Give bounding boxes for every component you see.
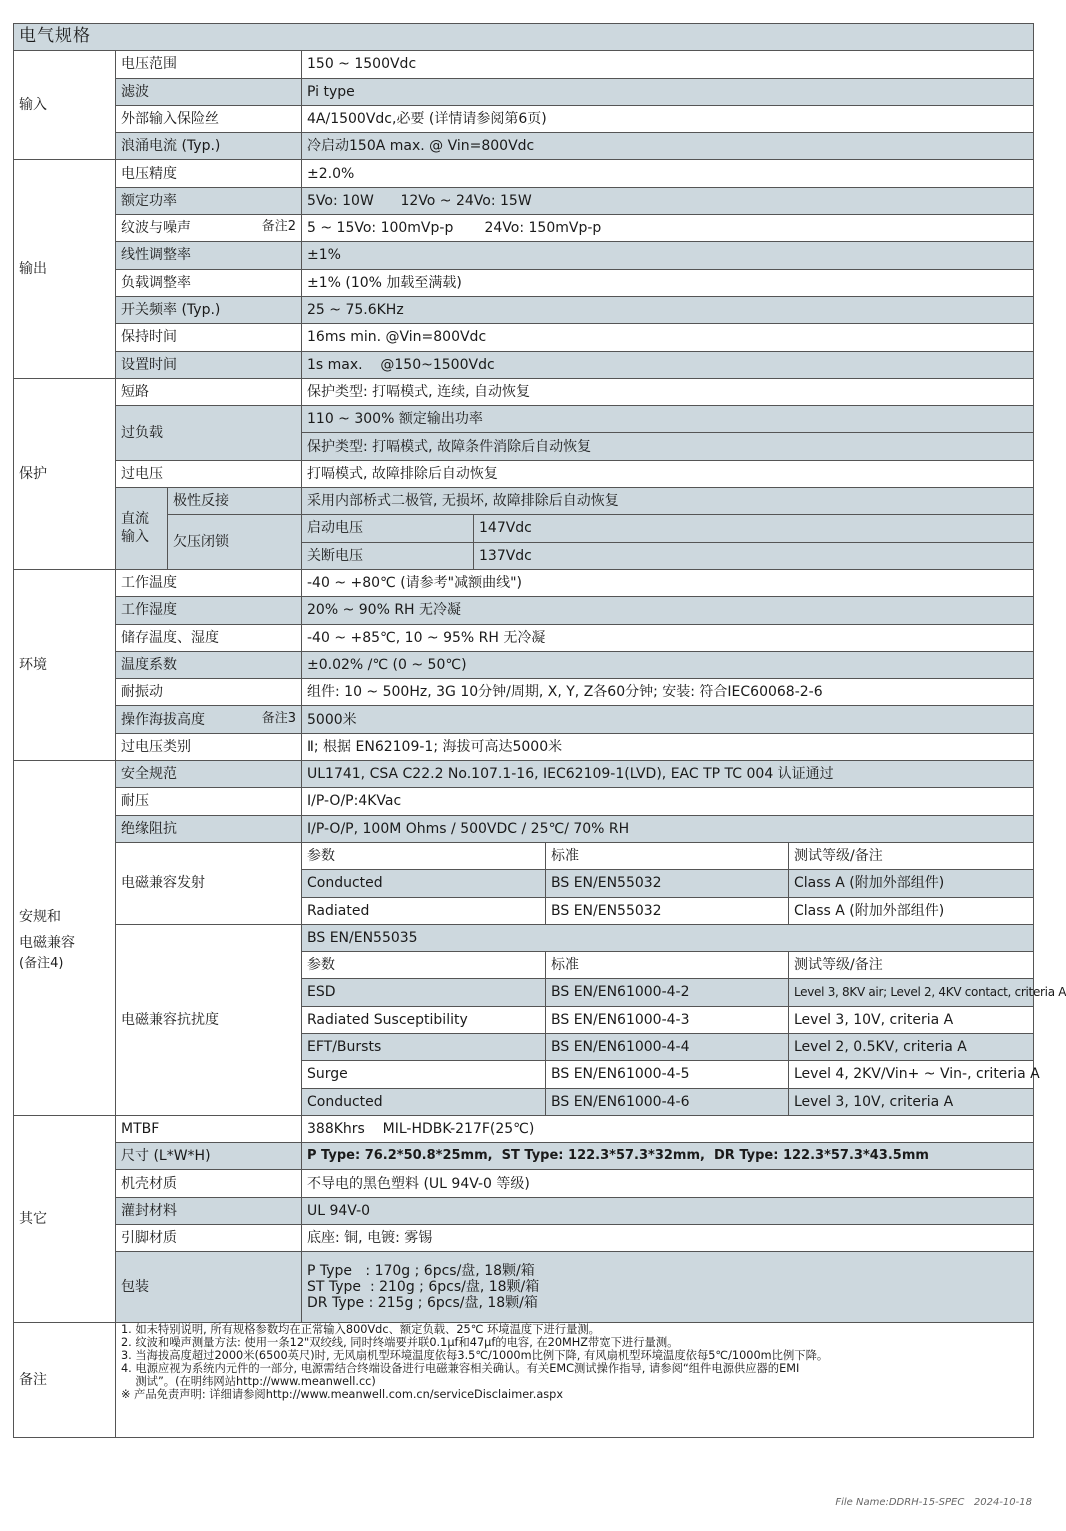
ems-row-param: ESD [302,979,546,1006]
ems-header-level: 测试等级/备注 [789,952,1034,979]
note-line-1: 1. 如未特别说明, 所有规格参数均在正常输入800Vdc、额定负载、25℃ 环境温度下进行量测。 [121,1323,600,1337]
value-packing [302,1252,1034,1323]
value-reverse-polarity: 采用内部桥式二极管, 无损坏, 故障排除后自动恢复 [302,488,1034,515]
category-safety-emc-note: (备注4) [19,955,64,971]
label-overvoltage-category: 过电压类别 [116,733,302,760]
spec-sheet [13,23,1066,1438]
ems-row-level: Level 3, 10V, criteria A [789,1006,1034,1033]
value-switching-freq: 25 ~ 75.6KHz [302,296,1034,323]
label-safety-standards: 安全规范 [116,761,302,788]
altitude-label-text: 操作海拔高度 [121,711,205,728]
label-emc-immunity: 电磁兼容抗扰度 [116,924,302,1115]
value-filter: Pi type [302,78,1034,105]
value-safety-standards: UL1741, CSA C22.2 No.107.1-16, IEC62109-1(LVD), EAC TP TC 004 认证通过 [302,761,1034,788]
emi-header-level: 测试等级/备注 [789,842,1034,869]
value-temp-coefficient: ±0.02% /℃ (0 ~ 50℃) [302,651,1034,678]
ems-row-param: EFT/Bursts [302,1033,546,1060]
emi-row-param: Conducted [302,870,546,897]
note-line-4: 4. 电源应视为系统内元件的一部分, 电源需结合终端设备进行电磁兼容相关确认。有关EMC测试操作指导, 请参阅“组件电源供应器的EMI [121,1362,800,1376]
category-environment: 环境 [14,569,116,760]
label-fuse: 外部输入保险丝 [116,105,302,132]
label-mtbf: MTBF [116,1115,302,1142]
ems-header-standard: 标准 [546,952,789,979]
value-fuse: 4A/1500Vdc,必要 (详情请参阅第6页) [302,105,1034,132]
ems-row-level: Level 2, 0.5KV, criteria A [789,1033,1034,1060]
value-overload-range: 110 ~ 300% 额定输出功率 [302,406,1034,433]
emi-row-level: Class A (附加外部组件) [789,897,1034,924]
emi-header-standard: 标准 [546,842,789,869]
note-disclaimer: ※ 产品免责声明: 详细请参阅http://www.meanwell.com.cn/serviceDisclaimer.aspx [121,1388,564,1402]
label-startup-voltage: 启动电压 [302,515,474,542]
ripple-label-text: 纹波与噪声 [121,220,191,237]
label-shutdown-voltage: 关断电压 [302,542,474,569]
value-inrush: 冷启动150A max. @ Vin=800Vdc [302,133,1034,160]
label-working-temp: 工作温度 [116,569,302,596]
label-setup-time: 设置时间 [116,351,302,378]
label-potting-material: 灌封材料 [116,1197,302,1224]
value-ripple-noise: 5 ~ 15Vo: 100mVp-p 24Vo: 150mVp-p [302,215,1034,242]
packing-line: ST Type : 210g ; 6pcs/盘, 18颗/箱 [307,1279,540,1296]
ripple-note-ref: 备注2 [261,219,296,235]
value-storage-temp: -40 ~ +85℃, 10 ~ 95% RH 无冷凝 [302,624,1034,651]
value-case-material: 不导电的黑色塑料 (UL 94V-0 等级) [302,1170,1034,1197]
emi-row-param: Radiated [302,897,546,924]
label-storage-temp: 储存温度、湿度 [116,624,302,651]
value-short-circuit: 保护类型: 打嗝模式, 连续, 自动恢复 [302,378,1034,405]
file-footer: File Name:DDRH-15-SPEC 2024-10-18 [835,1497,1032,1508]
category-notes: 备注 [14,1323,116,1438]
label-uvlo: 欠压闭锁 [168,515,302,570]
value-overload-mode: 保护类型: 打嗝模式, 故障条件消除后自动恢复 [302,433,1034,460]
emi-row-standard: BS EN/EN55032 [546,897,789,924]
value-startup-voltage: 147Vdc [474,515,1034,542]
label-inrush: 浪涌电流 (Typ.) [116,133,302,160]
label-temp-coefficient: 温度系数 [116,651,302,678]
category-safety-emc-line1: 安规和 [19,908,61,925]
category-input: 输入 [14,51,116,160]
label-altitude [116,706,302,733]
label-switching-freq: 开关频率 (Typ.) [116,296,302,323]
value-potting-material: UL 94V-0 [302,1197,1034,1224]
value-altitude: 5000米 [302,706,1034,733]
ems-standard: BS EN/EN55035 [302,924,1034,951]
value-pin-material: 底座: 铜, 电镀: 雾锡 [302,1225,1034,1252]
category-safety-emc [14,761,116,1116]
ems-row-level: Level 3, 10V, criteria A [789,1088,1034,1115]
value-shutdown-voltage: 137Vdc [474,542,1034,569]
label-emc-emission: 电磁兼容发射 [116,842,302,924]
label-rated-power: 额定功率 [116,187,302,214]
label-packing: 包装 [116,1252,302,1323]
ems-row-standard: BS EN/EN61000-4-2 [546,979,789,1006]
value-setup-time: 1s max. @150~1500Vdc [302,351,1034,378]
value-isolation-resistance: I/P-O/P, 100M Ohms / 500VDC / 25℃/ 70% RH [302,815,1034,842]
value-rated-power: 5Vo: 10W 12Vo ~ 24Vo: 15W [302,187,1034,214]
note-line-2: 2. 纹波和噪声测量方法: 使用一条12"双绞线, 同时终端要并联0.1μf和47μf的电容, 在20MHZ带宽下进行量测。 [121,1336,679,1350]
value-over-voltage: 打嗝模式, 故障排除后自动恢复 [302,460,1034,487]
page-title: 电气规格 [14,24,1034,51]
label-isolation-resistance: 绝缘阻抗 [116,815,302,842]
value-withstand-voltage: I/P-O/P:4KVac [302,788,1034,815]
label-short-circuit: 短路 [116,378,302,405]
ems-row-level: Level 3, 8KV air; Level 2, 4KV contact, criteria A [789,979,1034,1006]
category-output: 输出 [14,160,116,378]
ems-row-param: Surge [302,1061,546,1088]
altitude-note-ref: 备注3 [261,710,296,726]
label-load-regulation: 负载调整率 [116,269,302,296]
ems-row-param: Radiated Susceptibility [302,1006,546,1033]
label-over-voltage: 过电压 [116,460,302,487]
electrical-spec-table [13,23,1066,1438]
value-mtbf: 388Khrs MIL-HDBK-217F(25℃) [302,1115,1034,1142]
value-line-regulation: ±1% [302,242,1034,269]
category-others: 其它 [14,1115,116,1322]
label-hold-up-time: 保持时间 [116,324,302,351]
ems-row-param: Conducted [302,1088,546,1115]
ems-header-param: 参数 [302,952,546,979]
ems-row-standard: BS EN/EN61000-4-6 [546,1088,789,1115]
value-overvoltage-category: Ⅱ; 根据 EN62109-1; 海拔可高达5000米 [302,733,1034,760]
label-working-humidity: 工作湿度 [116,597,302,624]
label-pin-material: 引脚材质 [116,1225,302,1252]
label-voltage-range: 电压范围 [116,51,302,78]
label-overload: 过负载 [116,406,302,461]
category-protection: 保护 [14,378,116,569]
emi-row-standard: BS EN/EN55032 [546,870,789,897]
label-dimension: 尺寸 (L*W*H) [116,1143,302,1170]
value-working-humidity: 20% ~ 90% RH 无冷凝 [302,597,1034,624]
label-reverse-polarity: 极性反接 [168,488,302,515]
label-voltage-accuracy: 电压精度 [116,160,302,187]
ems-row-level: Level 4, 2KV/Vin+ ~ Vin-, criteria A [789,1061,1034,1088]
value-hold-up-time: 16ms min. @Vin=800Vdc [302,324,1034,351]
value-load-regulation: ±1% (10% 加载至满载) [302,269,1034,296]
note-line-4-cont: 测试”。(在明纬网站http://www.meanwell.cc) [121,1375,376,1389]
emi-header-param: 参数 [302,842,546,869]
ems-row-standard: BS EN/EN61000-4-4 [546,1033,789,1060]
value-voltage-range: 150 ~ 1500Vdc [302,51,1034,78]
label-withstand-voltage: 耐压 [116,788,302,815]
emi-row-level: Class A (附加外部组件) [789,870,1034,897]
packing-line: P Type : 170g ; 6pcs/盘, 18颗/箱 [307,1263,535,1280]
notes-block [116,1323,1034,1438]
label-case-material: 机壳材质 [116,1170,302,1197]
ems-row-standard: BS EN/EN61000-4-3 [546,1006,789,1033]
label-vibration: 耐振动 [116,679,302,706]
label-line-regulation: 线性调整率 [116,242,302,269]
packing-line: DR Type : 215g ; 6pcs/盘, 18颗/箱 [307,1295,538,1312]
value-voltage-accuracy: ±2.0% [302,160,1034,187]
ems-row-standard: BS EN/EN61000-4-5 [546,1061,789,1088]
label-ripple-noise [116,215,302,242]
note-line-3: 3. 当海拔高度超过2000米(6500英尺)时, 无风扇机型环境温度依每3.5℃/1000m比例下降, 有风扇机型环境温度依每5℃/1000m比例下降。 [121,1349,829,1363]
value-vibration: 组件: 10 ~ 500Hz, 3G 10分钟/周期, X, Y, Z各60分钟; 安装: 符合IEC60068-2-6 [302,679,1034,706]
label-dc-input: 直流 输入 [116,488,168,570]
category-safety-emc-line2: 电磁兼容 [19,934,75,951]
value-dimension: P Type: 76.2*50.8*25mm, ST Type: 122.3*57.3*32mm, DR Type: 122.3*57.3*43.5mm [302,1143,1034,1170]
value-working-temp: -40 ~ +80℃ (请参考"减额曲线") [302,569,1034,596]
label-filter: 滤波 [116,78,302,105]
